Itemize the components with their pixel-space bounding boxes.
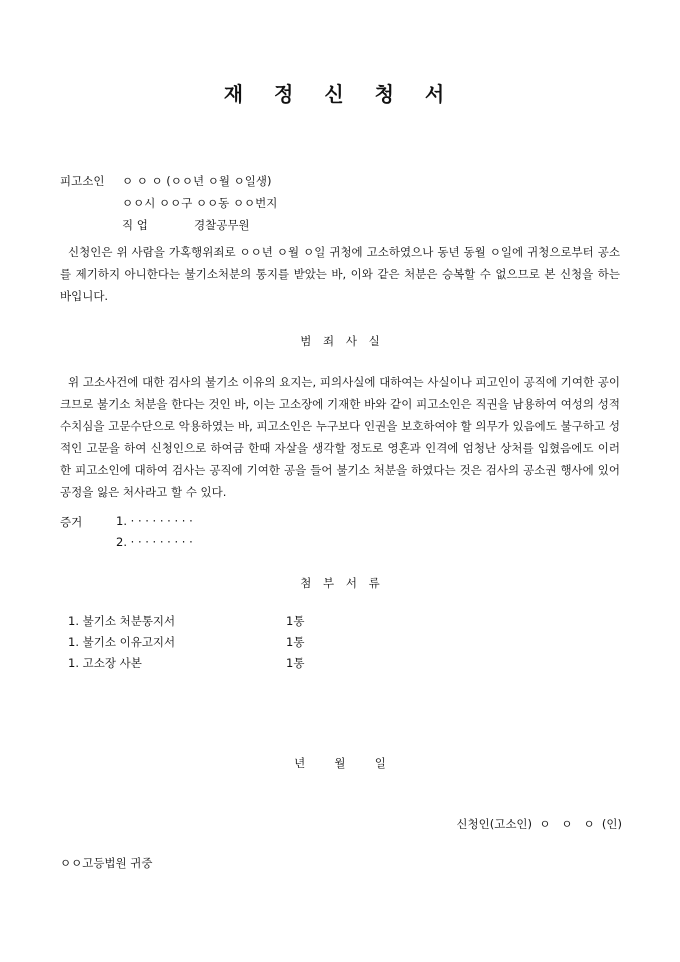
facts-paragraph: 위 고소사건에 대한 검사의 불기소 이유의 요지는, 피의사실에 대하여는 사실이나 피고인이 공직에 기여한 공이 크므로 불기소 처분을 한다는 것인 바, 이는 고소장에 기재한 바와 같이 피고소인은 직권을 남용하여 여성의 성적 수치심을 고문수단으로 악용하였는 바, 피고소인은 누구보다 인권을 보호하여야 할 의무가 있음에도 불구하고 성적인 고문을 하여 신청인으로 하여금 한때 자살을 생각할 정도로 영혼과 인격에 엄청난 상처를 입혔음에도 이러한 피고소인에 대하여 검사는 공직에 기여한 공을 들어 불기소 처분을 하였다는 것은 검사의 공소권 행사에 있어 공정을 잃은 처사라고 할 수 있다. bbox=[60, 375, 620, 499]
applicant-signature: 신청인(고소인) ㅇ ㅇ ㅇ (인) bbox=[456, 817, 622, 831]
evidence-label: 증거 bbox=[60, 515, 83, 529]
attachment-name: 1. 불기소 처분통지서 bbox=[68, 614, 176, 628]
facts-heading: 범 죄 사 실 bbox=[300, 334, 380, 348]
attachment-count: 1통 bbox=[286, 635, 305, 649]
attachments-heading: 첨 부 서 류 bbox=[300, 576, 380, 590]
respondent-address: ㅇㅇ시 ㅇㅇ구 ㅇㅇ동 ㅇㅇ번지 bbox=[122, 196, 278, 210]
attachment-count: 1통 bbox=[286, 614, 305, 628]
attachment-count: 1통 bbox=[286, 656, 305, 670]
evidence-item: 2. · · · · · · · · · bbox=[116, 535, 193, 549]
attachment-name: 1. 고소장 사본 bbox=[68, 656, 142, 670]
respondent-label: 피고소인 bbox=[60, 174, 105, 188]
respondent-job-label: 직 업 bbox=[122, 218, 148, 232]
attachment-name: 1. 불기소 이유고지서 bbox=[68, 635, 176, 649]
evidence-item: 1. · · · · · · · · · bbox=[116, 514, 193, 528]
document-title: 재 정 신 청 서 bbox=[223, 82, 457, 106]
court-addressee: ㅇㅇ고등법원 귀중 bbox=[60, 856, 153, 870]
date-line: 년 월 일 bbox=[294, 756, 386, 770]
intro-paragraph: 신청인은 위 사람을 가혹행위죄로 ㅇㅇ년 ㅇ월 ㅇ일 귀청에 고소하였으나 동년 동월 ㅇ일에 귀청으로부터 공소를 제기하지 아니한다는 불기소처분의 통지를 받았는 바, 이와 같은 처분은 승복할 수 없으므로 본 신청을 하는 바입니다. bbox=[60, 245, 620, 303]
respondent-job-value: 경찰공무원 bbox=[194, 218, 250, 232]
respondent-name: ㅇ ㅇ ㅇ (ㅇㅇ년 ㅇ월 ㅇ일생) bbox=[122, 174, 272, 188]
